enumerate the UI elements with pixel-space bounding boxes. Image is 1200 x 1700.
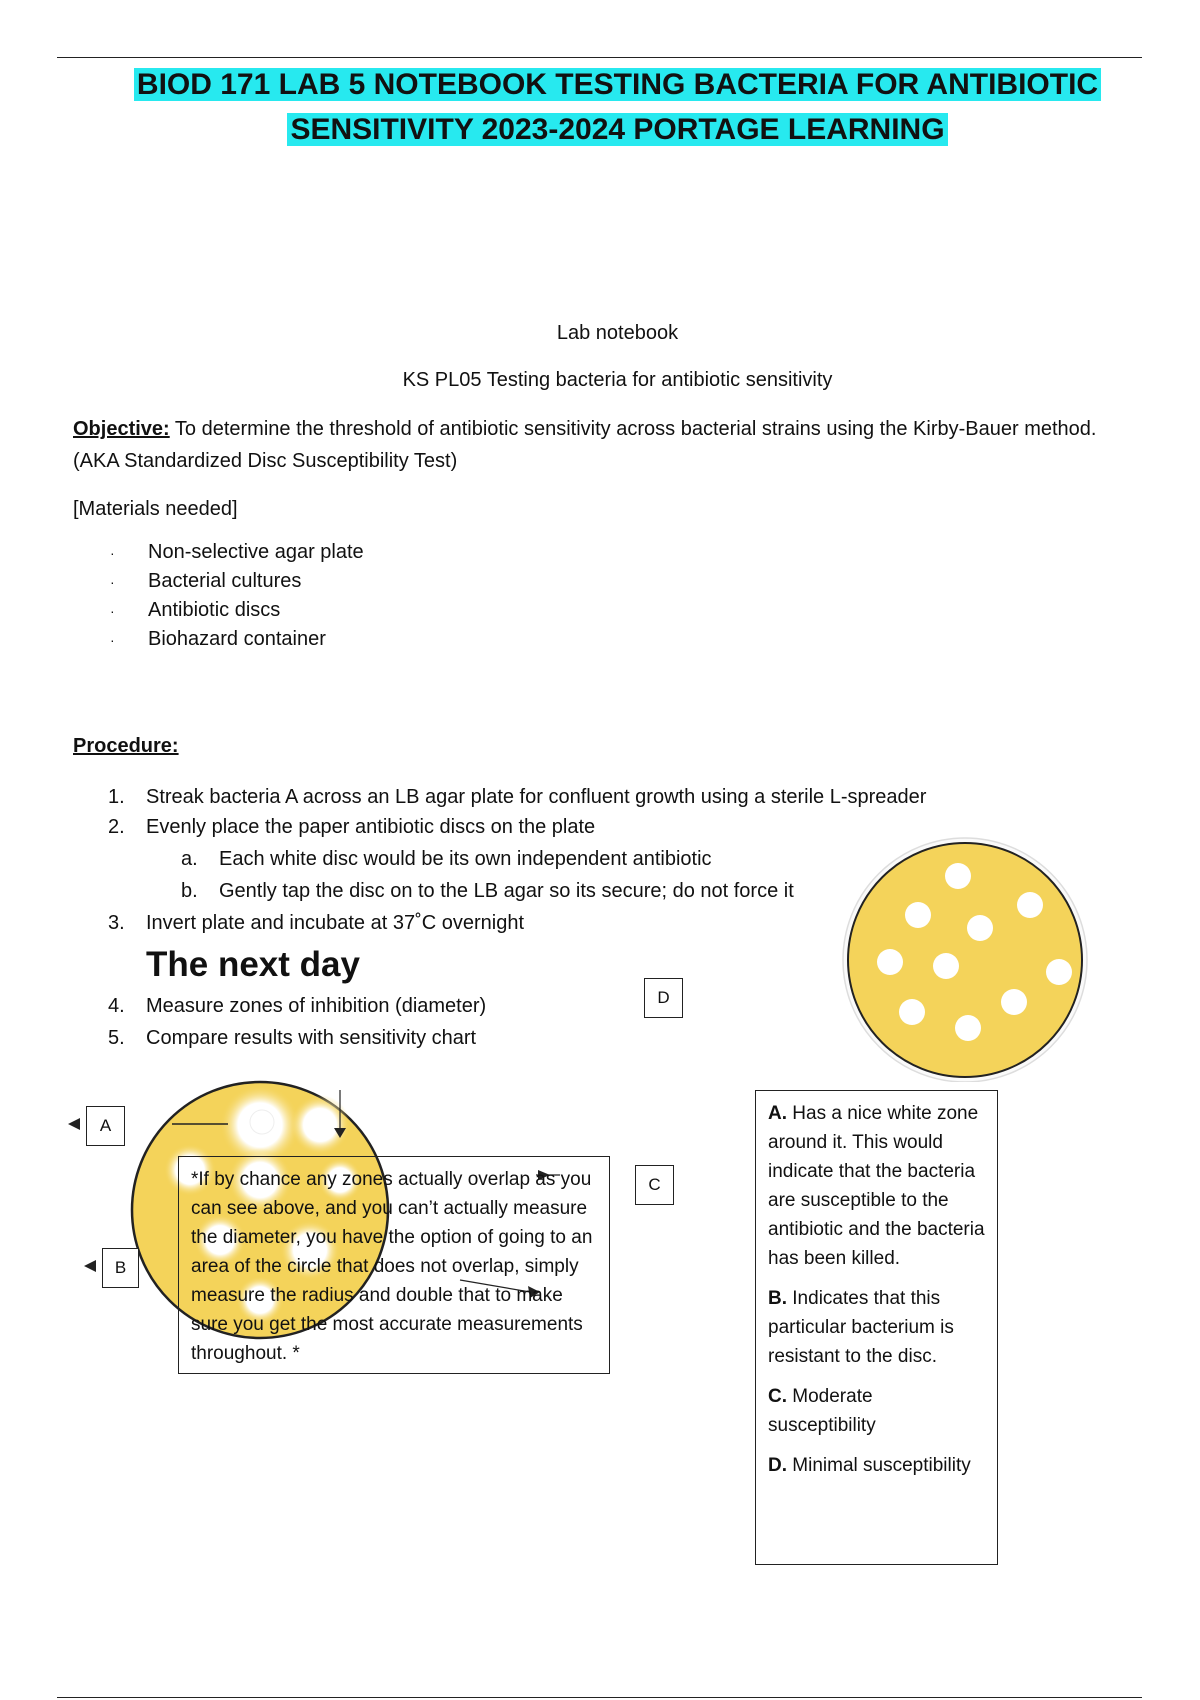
- step-number: 2.: [108, 816, 125, 838]
- step-number: a.: [181, 848, 198, 870]
- bullet: ·: [110, 632, 115, 648]
- antibiotic-disc: [877, 949, 903, 975]
- step-3: [108, 910, 524, 936]
- material-text: Bacterial cultures: [148, 570, 302, 592]
- legend-key: B.: [768, 1288, 787, 1309]
- bullet: ·: [110, 603, 115, 619]
- materials-list: [107, 538, 364, 654]
- antibiotic-disc: [1046, 959, 1072, 985]
- antibiotic-disc: [945, 863, 971, 889]
- step-5: [108, 1025, 476, 1051]
- antibiotic-disc: [250, 1110, 274, 1134]
- objective-label: Objective:: [73, 418, 170, 440]
- step-1: [108, 784, 926, 810]
- bottom-rule: [57, 1697, 1142, 1698]
- label-b: B: [102, 1248, 139, 1288]
- next-day-heading: The next day: [146, 945, 360, 984]
- objective: [73, 413, 1133, 477]
- legend-text: Indicates that this particular bacterium is resistant to the disc.: [768, 1288, 954, 1367]
- antibiotic-disc: [967, 915, 993, 941]
- step-text: Measure zones of inhibition (diameter): [146, 995, 487, 1017]
- legend-text: Moderate susceptibility: [768, 1386, 876, 1436]
- bullet: ·: [110, 545, 115, 561]
- step-number: 3.: [108, 912, 125, 934]
- notebook-heading: Lab notebook: [556, 322, 679, 344]
- step-number: b.: [181, 880, 198, 902]
- legend-item-b: [768, 1284, 985, 1371]
- legend-key: D.: [768, 1455, 787, 1476]
- antibiotic-disc: [1001, 989, 1027, 1015]
- material-text: Biohazard container: [148, 628, 326, 650]
- step-text: Invert plate and incubate at 37˚C overnight: [146, 912, 525, 934]
- label-a: A: [86, 1106, 125, 1146]
- legend-key: C.: [768, 1386, 787, 1407]
- arrow-a-icon: [68, 1118, 80, 1130]
- antibiotic-disc: [310, 1115, 330, 1135]
- antibiotic-disc: [1017, 892, 1043, 918]
- step-number: 1.: [108, 786, 125, 808]
- step-2a: [181, 846, 712, 872]
- antibiotic-disc: [933, 953, 959, 979]
- step-2: [108, 814, 595, 840]
- step-number: 5.: [108, 1027, 125, 1049]
- label-d: D: [644, 978, 683, 1018]
- material-text: Antibiotic discs: [148, 599, 281, 621]
- top-rule: [57, 57, 1142, 58]
- legend-item-c: [768, 1382, 985, 1440]
- list-item: [107, 625, 364, 654]
- legend-text: Minimal susceptibility: [787, 1455, 971, 1476]
- objective-text: To determine the threshold of antibiotic sensitivity across bacterial strains using the Kirby-Bauer method.(AKA Standardized Disc Susceptibility Test): [73, 418, 1097, 472]
- material-text: Non-selective agar plate: [148, 541, 364, 563]
- step-text: Each white disc would be its own independent antibiotic: [219, 848, 712, 870]
- bullet: ·: [110, 574, 115, 590]
- step-text: Streak bacteria A across an LB agar plate for confluent growth using a sterile L-spreader: [146, 786, 927, 808]
- step-text: Evenly place the paper antibiotic discs on the plate: [146, 816, 596, 838]
- arrow-b-icon: [84, 1260, 96, 1272]
- antibiotic-disc: [899, 999, 925, 1025]
- procedure-label: Procedure:: [73, 735, 179, 757]
- step-4: [108, 993, 486, 1019]
- notebook-subheading: KS PL05 Testing bacteria for antibiotic sensitivity: [402, 369, 833, 391]
- legend-box: [755, 1090, 998, 1565]
- label-c: C: [635, 1165, 674, 1205]
- legend-text: Has a nice white zone around it. This would indicate that the bacteria are susceptible to the antibiotic and the bacteria has been killed.: [768, 1103, 985, 1269]
- document-title: [0, 62, 1200, 152]
- step-text: Compare results with sensitivity chart: [146, 1027, 477, 1049]
- title-line-1: BIOD 171 LAB 5 NOTEBOOK TESTING BACTERIA FOR ANTIBIOTIC: [134, 68, 1101, 101]
- legend-item-a: [768, 1099, 985, 1273]
- list-item: [107, 567, 364, 596]
- step-2b: [181, 878, 794, 904]
- step-number: 4.: [108, 995, 125, 1017]
- materials-label: [Materials needed]: [73, 498, 238, 520]
- overlap-note: *If by chance any zones actually overlap as you can see above, and you can’t actually measure the diameter, you have the option of going to an area of the circle that does not overlap, simply measure the radius and double that to make sure you get the most accurate measurements throughout. *: [178, 1156, 610, 1374]
- antibiotic-disc: [905, 902, 931, 928]
- step-text: Gently tap the disc on to the LB agar so its secure; do not force it: [219, 880, 794, 902]
- title-line-2: SENSITIVITY 2023-2024 PORTAGE LEARNING: [287, 113, 947, 146]
- agar-plate-illustration: [830, 832, 1100, 1082]
- list-item: [107, 596, 364, 625]
- antibiotic-disc: [955, 1015, 981, 1041]
- legend-key: A.: [768, 1103, 787, 1124]
- list-item: [107, 538, 364, 567]
- legend-item-d: [768, 1451, 985, 1480]
